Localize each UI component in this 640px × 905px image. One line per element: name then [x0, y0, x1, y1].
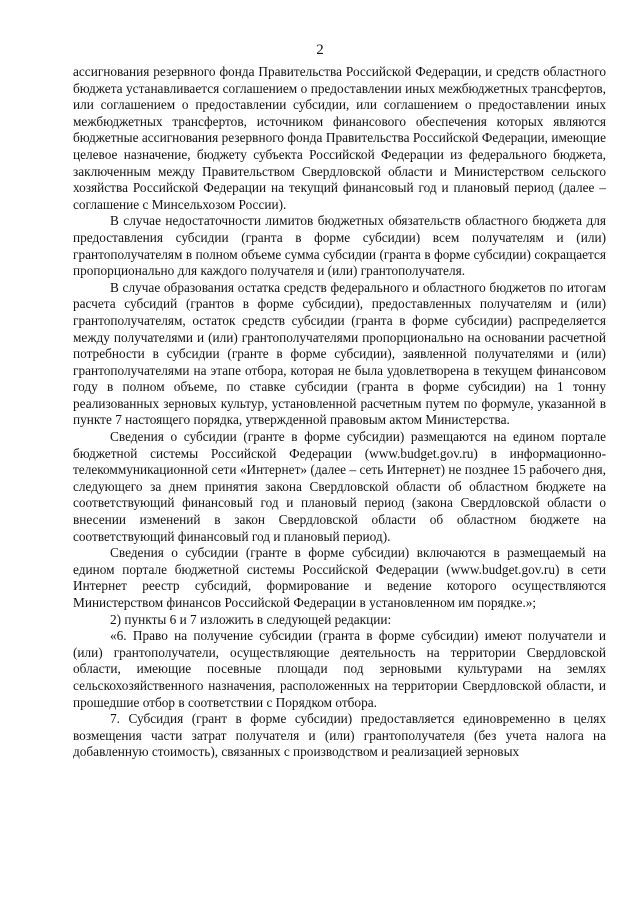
paragraph-insufficient-limits: В случае недостаточности лимитов бюджетных обязательств областного бюджета для предоставления субсидии (гранта в форме субсидии) всем получателям и (или) грантополучателям в полном объеме сумма субсидии (гранта в форме субсидии) сокращается пропорционально для каждого получателя и (или) грантополучателя.: [73, 213, 606, 279]
paragraph-amendment-points: 2) пункты 6 и 7 изложить в следующей редакции:: [110, 611, 392, 627]
paragraph-clause-7: 7. Субсидия (грант в форме субсидии) предоставляется единовременно в целях возмещения части затрат получателя и (или) грантополучателя (без учета налога на добавленную стоимость), связанных с производством и реализацией зерновых: [73, 711, 606, 760]
document-body: [73, 64, 606, 761]
paragraph-subsidy-info-publication: Сведения о субсидии (гранте в форме субсидии) размещаются на едином портале бюджетной системы Российской Федерации (www.budget.gov.ru) в информационно-телекоммуникационной сети «Интернет» (далее – сеть Интернет) не позднее 15 рабочего дня, следующего за днем принятия закона Свердловской области об областном бюджете на соответствующий финансовый год и плановый период (закона Свердловской области о внесении изменений в закон Свердловской области об областном бюджете на соответствующий финансовый год и плановый период).: [73, 429, 606, 544]
paragraph-subsidy-registry: Сведения о субсидии (гранте в форме субсидии) включаются в размещаемый на едином портале бюджетной системы Российской Федерации (www.budget.gov.ru) в сети Интернет реестр субсидий, формирование и ведение которого осуществляются Министерством финансов Российской Федерации в установленном им порядке.»;: [73, 545, 606, 610]
paragraph-remaining-funds: В случае образования остатка средств федерального и областного бюджетов по итогам расчета субсидий (грантов в форме субсидии), предоставленных получателям и (или) грантополучателям, остаток средств субсидии (гранта в форме субсидии) распределяется между получателями и (или) грантополучателями пропорционально на основании расчетной потребности в субсидии (гранте в форме субсидии), заявленной получателями и (или) грантополучателями на этапе отбора, которая не была удовлетворена в текущем финансовом году в полном объеме, по ставке субсидии (гранта в форме субсидии) на 1 тонну реализованных зерновых культур, установленной расчетным путем по формуле, указанной в пункте 7 настоящего порядка, утвержденной правовым актом Министерства.: [73, 279, 606, 428]
paragraph-clause-6: «6. Право на получение субсидии (гранта в форме субсидии) имеют получатели и (или) грантополучатели, осуществляющие деятельность на территории Свердловской области, имеющие посевные площади под зерновыми культурами на землях сельскохозяйственного назначения, расположенных на территории Свердловской области, и прошедшие отбор в соответствии с Порядком отбора.: [73, 628, 606, 710]
paragraph-continuation: ассигнования резервного фонда Правительства Российской Федерации, и средств областного бюджета устанавливается соглашением о предоставлении иных межбюджетных трансфертов, или соглашением о предоставлении субсидии, или соглашением о предоставлении иных межбюджетных трансфертов, источником финансового обеспечения которых являются бюджетные ассигнования резервного фонда Правительства Российской Федерации, имеющие целевое назначение, бюджету субъекта Российской Федерации из федерального бюджета, заключенным между Правительством Свердловской области и Министерством сельского хозяйства Российской Федерации на текущий финансовый год и плановый период (далее – соглашение с Минсельхозом России).: [73, 64, 606, 212]
page-number: 2: [316, 42, 324, 58]
